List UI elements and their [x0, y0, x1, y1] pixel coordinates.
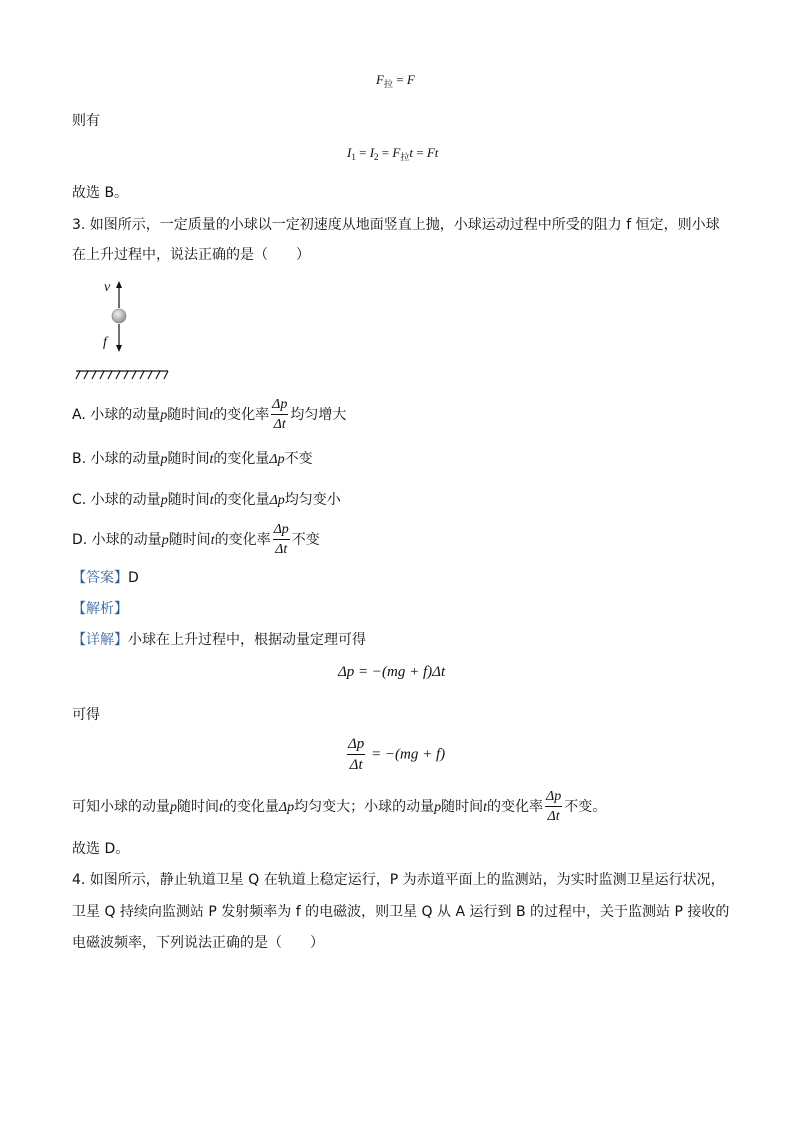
option-b-mid1: 随时间 [167, 451, 210, 467]
conclusion-t1: 可知小球的动量 [72, 799, 170, 815]
option-b-mid2: 的变化量 [213, 451, 270, 467]
option-c-mid2: 的变化量 [213, 492, 270, 508]
option-c [72, 489, 341, 509]
option-c-dp: Δp [269, 493, 285, 508]
rate-rhs: = −(mg + f) [367, 746, 446, 763]
conclusion-t7: 不变。 [564, 799, 607, 815]
option-a-p: p [160, 408, 168, 423]
option-d-fraction [273, 523, 290, 557]
detail-text: 小球在上升过程中，根据动量定理可得 [128, 632, 366, 648]
option-b-prefix: B. 小球的动量 [72, 451, 161, 467]
option-c-t: t [209, 493, 214, 508]
eq-t: t [409, 145, 413, 160]
option-d-suffix: 不变 [291, 532, 320, 548]
friction-arrowhead [116, 345, 122, 352]
option-c-suffix: 均匀变小 [284, 492, 341, 508]
detail-line [72, 629, 366, 649]
conclusion-line [72, 790, 606, 824]
eq-i2-sub: 2 [374, 152, 379, 162]
eq-i1: I [347, 145, 352, 160]
option-a-prefix: A. 小球的动量 [72, 407, 161, 423]
analysis-tag: 【解析】 [72, 601, 128, 617]
velocity-arrowhead [116, 281, 122, 288]
eq-lhs: F [376, 72, 384, 87]
option-a-mid1: 随时间 [167, 407, 210, 423]
eq-eq1: = [355, 145, 370, 160]
eq-eq2: = [378, 145, 393, 160]
conclusion-num: Δp [545, 790, 562, 807]
answer-value: D [128, 570, 139, 586]
conclusion-t6: 的变化率 [487, 799, 543, 815]
detail-tag: 【详解】 [72, 632, 128, 648]
q4-line3: 电磁波频率，下列说法正确的是（ ） [72, 935, 324, 951]
ball-figure [72, 278, 182, 383]
equation-force [376, 72, 415, 90]
option-b-t: t [209, 452, 214, 467]
rate-equation [345, 737, 445, 773]
option-c-p: p [160, 493, 168, 508]
conclusion-den: Δt [547, 809, 560, 824]
q3-stem-line2: 在上升过程中，说法正确的是（ ） [72, 247, 310, 263]
option-b-p: p [160, 452, 168, 467]
velocity-label: v [104, 280, 111, 295]
option-a-suffix: 均匀增大 [290, 407, 347, 423]
option-b-suffix: 不变 [284, 451, 313, 467]
text-zeyou: 则有 [72, 113, 100, 129]
option-b-dp: Δp [269, 452, 285, 467]
rate-num: Δp [347, 737, 365, 755]
momentum-equation: Δp = −(mg + f)Δt [338, 664, 446, 680]
option-c-prefix: C. 小球的动量 [72, 492, 161, 508]
option-a-den: Δt [273, 417, 286, 432]
eq-f: F [392, 145, 401, 160]
conclusion-p1: p [170, 800, 177, 815]
option-b [72, 448, 313, 468]
conclusion-t-var1: t [219, 800, 223, 815]
conclusion-t-var2: t [483, 800, 487, 815]
q4-line2: 卫星 Q 持续向监测站 P 发射频率为 f 的电磁波，则卫星 Q 从 A 运行到 B 的过程中，关于监测站 P 接收的 [72, 904, 730, 920]
friction-label: f [103, 335, 107, 350]
ground-hatching [76, 371, 168, 379]
option-a-num: Δp [271, 398, 288, 415]
eq-lhs-sub: 拉 [383, 79, 393, 89]
q4-line1: 4. 如图所示，静止轨道卫星 Q 在轨道上稳定运行，P 为赤道平面上的监测站，为实时监测卫星运行状况， [72, 872, 725, 888]
eq-sign: = [392, 72, 407, 87]
conclusion-t2: 随时间 [177, 799, 219, 815]
rate-fraction [347, 737, 365, 773]
option-d-num: Δp [273, 523, 290, 540]
rate-den: Δt [349, 757, 363, 773]
text-select-b: 故选 B。 [72, 185, 129, 201]
conclusion-p2: p [434, 800, 442, 815]
option-d-t: t [210, 533, 215, 548]
eq-i1-sub: 1 [351, 152, 356, 162]
ball [112, 309, 126, 323]
equation-impulse [347, 145, 438, 163]
option-d-mid1: 随时间 [168, 532, 211, 548]
conclusion-t4: 均匀变大；小球的动量 [294, 799, 435, 815]
option-d-mid2: 的变化率 [214, 532, 271, 548]
answer-line [72, 567, 139, 587]
conclusion-t3: 的变化量 [222, 799, 279, 815]
conclusion-t5: 随时间 [441, 799, 484, 815]
option-d-prefix: D. 小球的动量 [72, 532, 162, 548]
option-d [72, 523, 320, 557]
option-a-fraction [271, 398, 288, 432]
text-select-d: 故选 D。 [72, 841, 130, 857]
option-a-mid2: 的变化率 [213, 407, 270, 423]
answer-tag: 【答案】 [72, 570, 128, 586]
option-d-den: Δt [275, 542, 288, 557]
q3-stem-line1: 3. 如图所示，一定质量的小球以一定初速度从地面竖直上抛，小球运动过程中所受的阻力 f 恒定，则小球 [72, 217, 720, 233]
eq-rhs: F [406, 72, 415, 87]
eq-ft: Ft [426, 145, 439, 160]
option-a-t: t [209, 408, 214, 423]
eq-f-sub: 拉 [400, 152, 410, 162]
text-kede: 可得 [72, 707, 100, 723]
eq-eq3: = [412, 145, 427, 160]
conclusion-fraction [545, 790, 562, 824]
eq-i2: I [369, 145, 375, 160]
option-c-mid1: 随时间 [167, 492, 210, 508]
option-d-p: p [161, 533, 169, 548]
conclusion-dp: Δp [278, 800, 295, 815]
option-a [72, 398, 346, 432]
